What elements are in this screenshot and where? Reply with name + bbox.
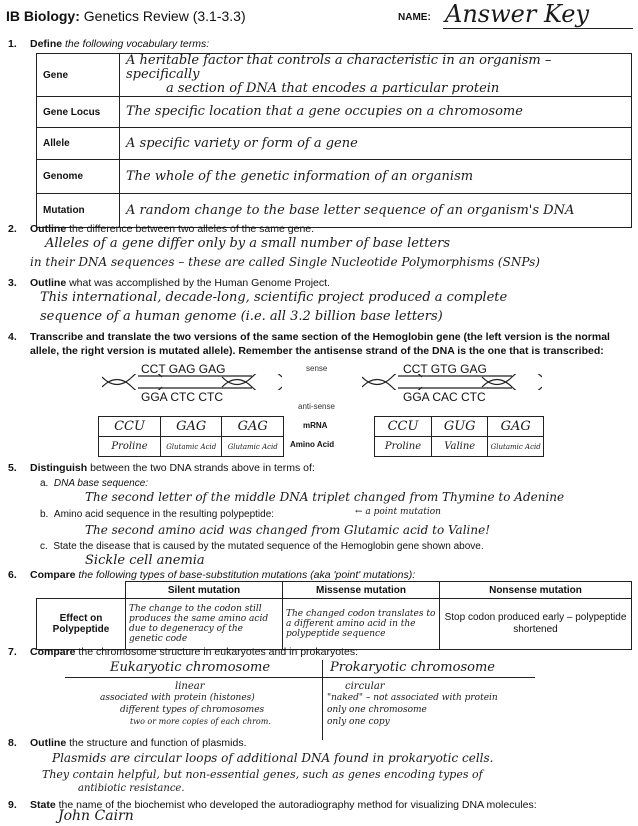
- codon-cell: GAG: [160, 417, 222, 437]
- amino-cell: Proline: [99, 437, 161, 457]
- amino-cell: Glutamic Acid: [488, 437, 544, 457]
- eukaryote-line: different types of chromosomes: [120, 705, 265, 715]
- left-antisense-strand: GGA CTC CTC: [141, 390, 224, 404]
- eukaryote-line: associated with protein (histones): [100, 693, 255, 703]
- vocab-term: Genome: [37, 160, 120, 194]
- prokaryote-line: only one copy: [327, 717, 390, 727]
- question-2: 2. Outline the difference between two alleles of the same gene.: [8, 223, 315, 235]
- q3-answer-line: This international, decade-long, scientific project produced a complete: [40, 290, 508, 305]
- q8-answer-line: antibiotic resistance.: [78, 783, 185, 794]
- vocab-term: Gene: [37, 54, 120, 97]
- right-antisense-strand: GGA CAC CTC: [403, 390, 486, 404]
- question-5: 5. Distinguish between the two DNA strands above in terms of:: [8, 462, 315, 474]
- mutation-header: Nonsense mutation: [440, 582, 632, 599]
- q5a-prompt: a. DNA base sequence:: [40, 478, 149, 489]
- mutation-header: Missense mutation: [283, 582, 440, 599]
- dna-helix-icon: [102, 374, 282, 390]
- vocab-definition: The specific location that a gene occupies on a chromosome: [120, 97, 632, 128]
- vocab-definition: A heritable factor that controls a characteristic in an organism – specifically a section of DNA that encodes a particular protein: [120, 54, 632, 97]
- codon-cell: GAG: [488, 417, 544, 437]
- effect-label: Effect on Polypeptide: [37, 599, 126, 650]
- question-6: 6. Compare the following types of base-substitution mutations (aka 'point' mutations):: [8, 569, 416, 581]
- codon-cell: CCU: [99, 417, 161, 437]
- right-codon-table: [374, 416, 544, 457]
- prokaryote-line: only one chromosome: [327, 705, 427, 715]
- antisense-label: anti-sense: [298, 402, 335, 411]
- q5c-answer: Sickle cell anemia: [85, 553, 205, 568]
- compare-divider-horizontal: [65, 677, 535, 678]
- dna-helix-icon: [362, 374, 542, 390]
- q5b-answer: The second amino acid was changed from Glutamic acid to Valine!: [85, 523, 491, 537]
- prokaryote-header: Prokaryotic chromosome: [330, 660, 495, 675]
- codon-cell: GAG: [222, 417, 284, 437]
- q2-answer-line: Alleles of a gene differ only by a small number of base letters: [45, 236, 451, 251]
- vocab-definition: A specific variety or form of a gene: [120, 128, 632, 160]
- eukaryote-line: linear: [175, 681, 205, 692]
- vocab-row: [37, 97, 632, 128]
- silent-answer: The change to the codon still produces the same amino acid due to degeneracy of the genetic code: [126, 599, 283, 650]
- q5a-note: ← a point mutation: [355, 507, 441, 517]
- q8-answer-line: Plasmids are circular loops of additional DNA found in prokaryotic cells.: [52, 751, 494, 765]
- q9-answer: John Cairn: [58, 808, 134, 824]
- vocab-row: [37, 160, 632, 194]
- prokaryote-line: circular: [345, 681, 385, 692]
- amino-cell: Proline: [375, 437, 432, 457]
- name-value: Answer Key: [445, 0, 589, 28]
- name-rule: [443, 28, 633, 29]
- amino-cell: Glutamic Acid: [160, 437, 222, 457]
- question-3: 3. Outline what was accomplished by the Human Genome Project.: [8, 277, 330, 289]
- vocab-row: [37, 54, 632, 97]
- vocab-definition: A random change to the base letter sequence of an organism's DNA: [120, 194, 632, 228]
- codon-cell: GUG: [432, 417, 488, 437]
- amino-cell: Valine: [432, 437, 488, 457]
- mutation-table: [36, 581, 632, 650]
- codon-cell: CCU: [375, 417, 432, 437]
- compare-divider-vertical: [322, 660, 323, 740]
- q5b-prompt: b. Amino acid sequence in the resulting polypeptide:: [40, 509, 275, 520]
- question-4: 4. Transcribe and translate the two versions of the same section of the Hemoglobin gene (the left version is the normal: [8, 331, 610, 343]
- left-sense-strand: CCT GAG GAG: [141, 362, 226, 376]
- question-1: 1. Define the following vocabulary terms:: [8, 38, 210, 50]
- vocab-term: Gene Locus: [37, 97, 120, 128]
- mutation-header-empty: [37, 582, 126, 599]
- mutation-header: Silent mutation: [126, 582, 283, 599]
- vocab-term: Allele: [37, 128, 120, 160]
- eukaryote-line: two or more copies of each chrom.: [130, 717, 271, 726]
- vocab-definition: The whole of the genetic information of an organism: [120, 160, 632, 194]
- prokaryote-line: "naked" – not associated with protein: [327, 693, 498, 703]
- q8-answer-line: They contain helpful, but non-essential genes, such as genes encoding types of: [42, 768, 483, 781]
- question-4-line2: allele, the right version is mutated allele). Remember the antisense strand of the DNA is the one that is transcribed:: [30, 345, 604, 357]
- vocab-row: [37, 128, 632, 160]
- question-8: 8. Outline the structure and function of plasmids.: [8, 737, 247, 749]
- q3-answer-line: sequence of a human genome (i.e. all 3.2 billion base letters): [40, 309, 443, 324]
- amino-acid-label: Amino Acid: [290, 440, 335, 449]
- mrna-label: mRNA: [303, 421, 328, 430]
- vocab-table: [36, 53, 632, 228]
- missense-answer: The changed codon translates to a different amino acid in the polypeptide sequence: [283, 599, 440, 650]
- q2-answer-line: in their DNA sequences – these are called Single Nucleotide Polymorphisms (SNPs): [30, 255, 540, 269]
- left-codon-table: [98, 416, 284, 457]
- right-sense-strand: CCT GTG GAG: [403, 362, 487, 376]
- nonsense-answer: Stop codon produced early – polypeptide shortened: [440, 599, 632, 650]
- vocab-term: Mutation: [37, 194, 120, 228]
- q5c-prompt: c. State the disease that is caused by the mutated sequence of the Hemoglobin gene shown above.: [40, 541, 484, 552]
- q5a-answer: The second letter of the middle DNA triplet changed from Thymine to Adenine: [85, 490, 565, 504]
- page-title: IB Biology: Genetics Review (3.1-3.3): [6, 8, 246, 24]
- eukaryote-header: Eukaryotic chromosome: [110, 660, 271, 675]
- sense-label: sense: [306, 364, 328, 373]
- amino-cell: Glutamic Acid: [222, 437, 284, 457]
- name-label: NAME:: [398, 12, 431, 23]
- question-9: 9. State the name of the biochemist who developed the autoradiography method for visualizing DNA molecules:: [8, 799, 537, 811]
- question-7: 7. Compare the chromosome structure in eukaryotes and in prokaryotes:: [8, 646, 358, 658]
